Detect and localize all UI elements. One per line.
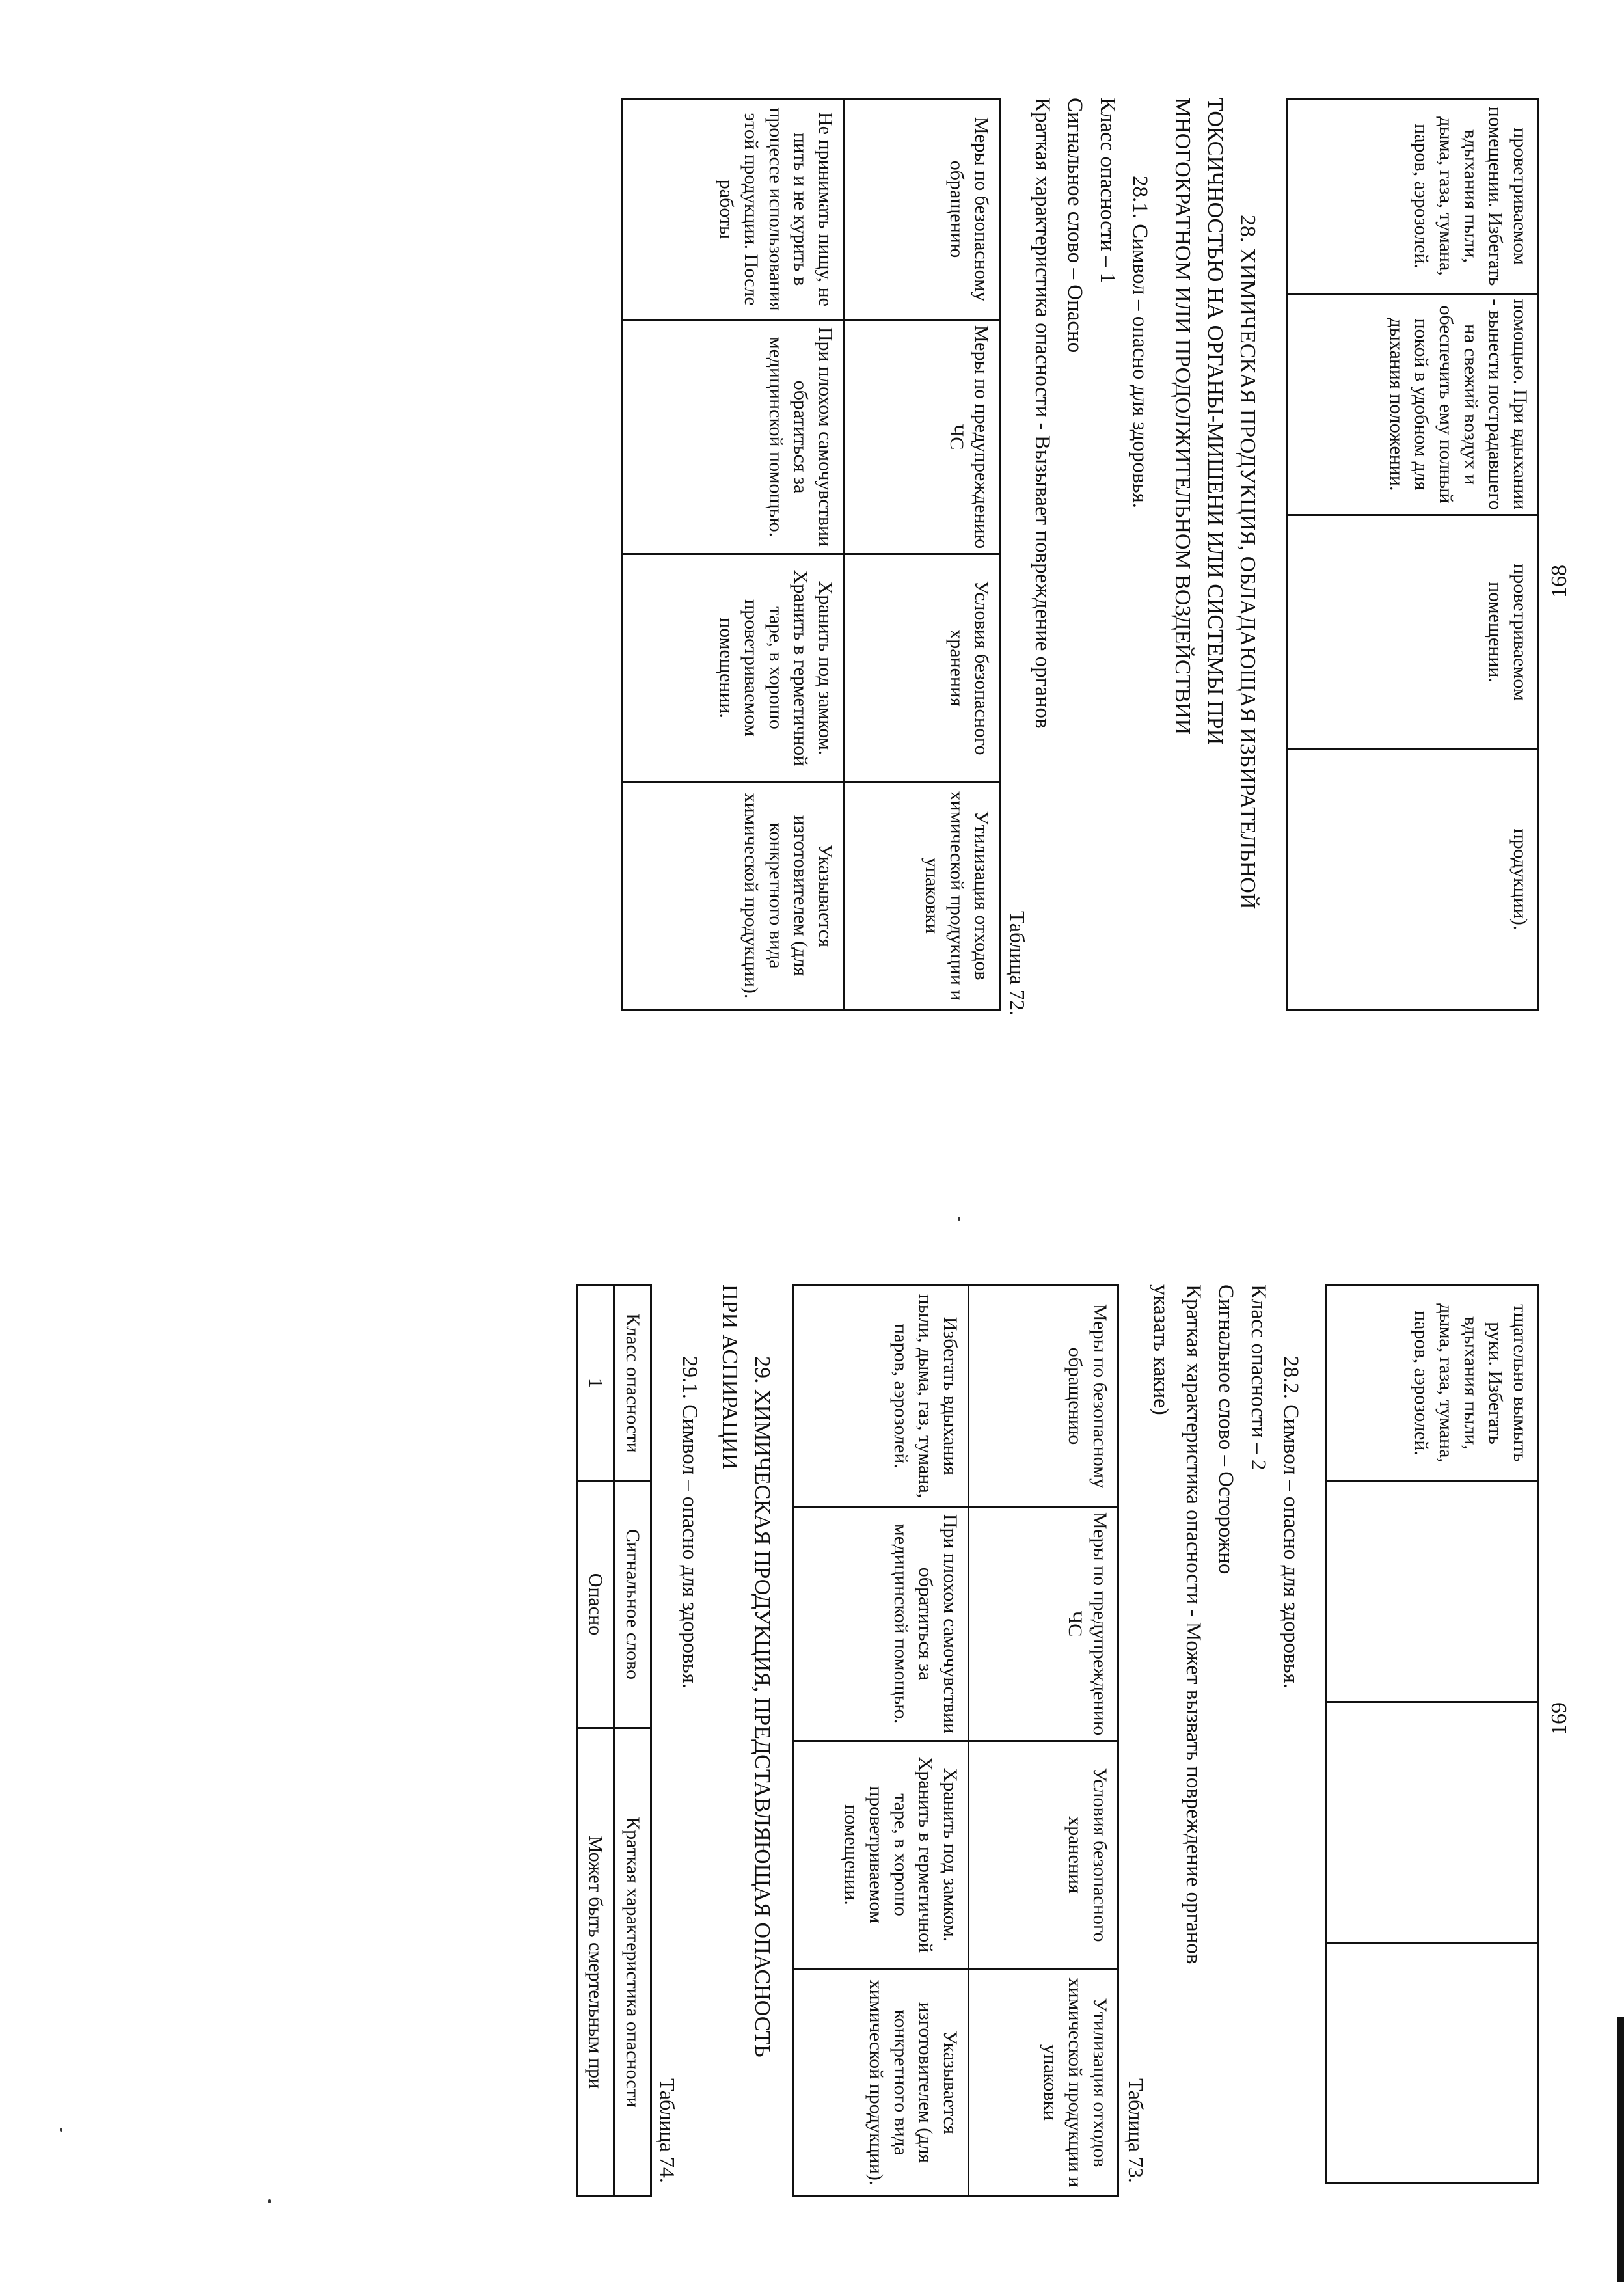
- table-cell: тщательно вымыть руки. Избегать вдыхания пыли, дыма, газа, тумана, паров, аэрозолей.: [1326, 1286, 1539, 1481]
- section-28-symbol: 28.1. Символ – опасно для здоровья.: [1128, 176, 1152, 509]
- table-74: [576, 1284, 652, 2197]
- section-28-2-signal: Сигнальное слово – Осторожно: [1214, 1284, 1238, 1575]
- table-header-cell: Условия безопасного хранения: [969, 1741, 1118, 1969]
- table-header-cell: Меры по безопасному обращению: [969, 1286, 1118, 1507]
- section-28-heading-line1: 28. ХИМИЧЕСКАЯ ПРОДУКЦИЯ, ОБЛАДАЮЩАЯ ИЗБИРАТЕЛЬНОЙ: [1236, 215, 1260, 910]
- table-cell: Опасно: [577, 1481, 614, 1728]
- section-28-heading-line2: ТОКСИЧНОСТЬЮ НА ОРГАНЫ-МИШЕНИ ИЛИ СИСТЕМЫ ПРИ: [1203, 98, 1227, 746]
- table-cell: При плохом самочувствии обратиться за медицинской помощью.: [793, 1507, 969, 1741]
- table-row: [577, 1286, 614, 2197]
- table-74-caption: Таблица 74.: [656, 2078, 679, 2183]
- table-cell: 1: [577, 1286, 614, 1481]
- table-72: [621, 98, 1001, 1011]
- table-cell: [1326, 1702, 1539, 1943]
- section-29-heading-line2: ПРИ АСПИРАЦИИ: [718, 1284, 742, 1469]
- scan-speck: [60, 2128, 62, 2132]
- table-header-cell: Меры по предупреждению ЧС: [969, 1507, 1118, 1741]
- table-cell: продукции).: [1287, 750, 1539, 1010]
- section-28-2-brief-line1: Краткая характеристика опасности - Может вызвать повреждение органов: [1182, 1284, 1205, 1964]
- table-row: [793, 1286, 969, 2197]
- table-header-cell: Утилизация отходов химической продукции и упаковки: [844, 782, 1000, 1010]
- table-cell: Избегать вдыхания пыли, дыма, газ, тумана, паров, аэрозолей.: [793, 1286, 969, 1507]
- section-29-heading-line1: 29. ХИМИЧЕСКАЯ ПРОДУКЦИЯ, ПРЕДСТАВЛЯЮЩАЯ ОПАСНОСТЬ: [750, 1356, 774, 2058]
- table-cell: Может быть смертельным при: [577, 1728, 614, 2197]
- table-73: [792, 1284, 1119, 2197]
- table-header-cell: Краткая характеристика опасности: [614, 1728, 651, 2197]
- table-cell: проветриваемом помещении. Избегать вдыхания пыли, дыма, газа, тумана, паров, аэрозолей.: [1287, 99, 1539, 294]
- table-cell: При плохом самочувствии обратиться за медицинской помощью.: [623, 320, 844, 554]
- scan-speck: [268, 2199, 271, 2203]
- page-169: [0, 1141, 1624, 2282]
- continued-table-top: [1325, 1284, 1539, 2184]
- table-header-row: [969, 1286, 1118, 2197]
- table-header-cell: Меры по безопасному обращению: [844, 99, 1000, 320]
- section-28-2-class: Класс опасности – 2: [1247, 1284, 1270, 1471]
- table-cell: помощью. При вдыхании - вынести пострадавшего на свежий воздух и обеспечить ему полный покой в удобном для дыхания положении.: [1287, 294, 1539, 515]
- table-header-cell: Меры по предупреждению ЧС: [844, 320, 1000, 554]
- table-73-caption: Таблица 73.: [1124, 2078, 1148, 2183]
- table-cell: Хранить под замком. Хранить в герметичной таре, в хорошо проветриваемом помещении.: [793, 1741, 969, 1969]
- section-28-signal: Сигнальное слово – Опасно: [1063, 98, 1087, 353]
- table-header-cell: Условия безопасного хранения: [844, 554, 1000, 782]
- table-72-caption: Таблица 72.: [1006, 911, 1029, 1016]
- table-row: [623, 99, 844, 1010]
- table-row: [1326, 1286, 1539, 2184]
- table-header-cell: Сигнальное слово: [614, 1481, 651, 1728]
- section-28-brief: Краткая характеристика опасности - Вызывает повреждение органов: [1031, 98, 1054, 729]
- table-header-row: [614, 1286, 651, 2197]
- table-header-cell: Утилизация отходов химической продукции и упаковки: [969, 1969, 1118, 2197]
- section-28-class: Класс опасности – 1: [1096, 98, 1119, 284]
- table-cell: проветриваемом помещении.: [1287, 515, 1539, 750]
- table-cell: Хранить под замком. Хранить в герметичной таре, в хорошо проветриваемом помещении.: [623, 554, 844, 782]
- table-header-row: [844, 99, 1000, 1010]
- page-number: 169: [1547, 1702, 1571, 1735]
- table-row: [1287, 99, 1539, 1010]
- section-29-symbol: 29.1. Символ – опасно для здоровья.: [678, 1356, 701, 1689]
- table-cell: Указывается изготовителем (для конкретного вида химической продукции).: [793, 1969, 969, 2197]
- section-28-2-symbol: 28.2. Символ – опасно для здоровья.: [1279, 1356, 1303, 1689]
- table-header-cell: Класс опасности: [614, 1286, 651, 1481]
- table-cell: Не принимать пищу, не пить и не курить в процессе использования этой продукции. После работы: [623, 99, 844, 320]
- table-cell: [1326, 1943, 1539, 2184]
- table-cell: Указывается изготовителем (для конкретного вида химической продукции).: [623, 782, 844, 1010]
- page-number: 168: [1547, 565, 1571, 598]
- section-28-2-brief-line2: указать какие): [1149, 1284, 1172, 1415]
- continued-table-top: [1286, 98, 1539, 1011]
- section-28-heading-line3: МНОГОКРАТНОМ ИЛИ ПРОДОЛЖИТЕЛЬНОМ ВОЗДЕЙСТВИИ: [1171, 98, 1195, 735]
- scan-speck: [958, 1217, 960, 1221]
- table-cell: [1326, 1481, 1539, 1702]
